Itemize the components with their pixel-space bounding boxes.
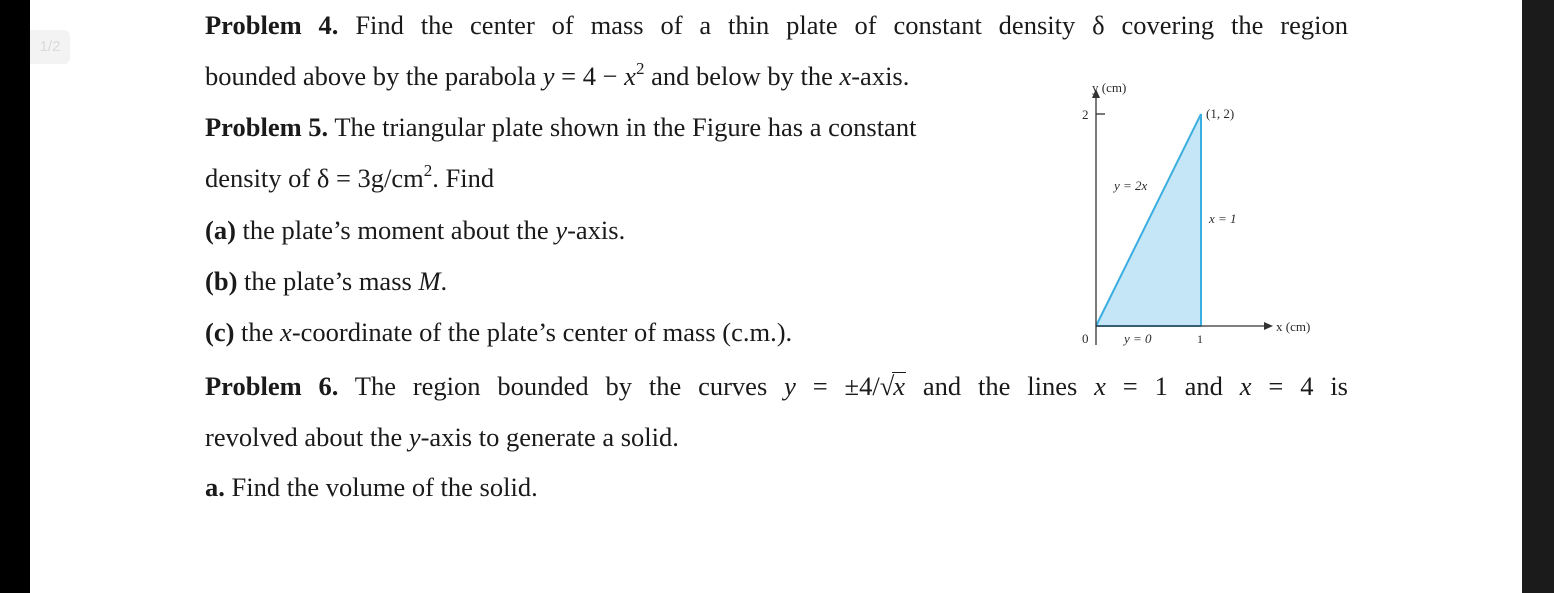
problem-6-text-2b: -axis to generate a solid. — [420, 422, 679, 452]
origin-label: 0 — [1082, 331, 1089, 346]
density-text: density of δ = 3g/cm — [205, 163, 424, 193]
problem-6-text-2a: revolved about the — [205, 422, 409, 452]
problem-6-text-b: and the lines — [906, 371, 1095, 401]
part-b-var: M — [418, 266, 441, 296]
problem-6-label: Problem 6. — [205, 371, 339, 401]
x-axis-arrow — [1264, 322, 1273, 330]
x-axis-label: x (cm) — [1276, 319, 1311, 334]
y-axis-label: y (cm) — [1092, 80, 1127, 95]
curve-var-y: y — [784, 371, 796, 401]
line-var-x1: x — [1094, 371, 1106, 401]
problem-6-part-a-text: Find the volume of the solid. — [231, 472, 538, 502]
problem-6-line-2 — [205, 420, 679, 454]
density-exponent: 2 — [423, 161, 433, 181]
part-c-label: (c) — [205, 317, 235, 347]
curve-eq: = ±4/ — [795, 371, 880, 401]
diagonal-line-label: y = 2x — [1114, 178, 1148, 193]
problem-6-line-1 — [205, 369, 1348, 403]
problem-5-part-b — [205, 264, 447, 298]
problem-6-text-d: = 4 is — [1251, 371, 1348, 401]
problem-6-text-a: The region bounded by the curves — [354, 371, 785, 401]
point-label: (1, 2) — [1206, 106, 1235, 121]
part-a-text: the plate’s moment about the — [242, 215, 556, 245]
problem-5-part-a — [205, 213, 625, 247]
x-tick-label: 1 — [1197, 332, 1203, 346]
problem-5-line-1 — [205, 110, 916, 144]
eq-var-y: y — [542, 61, 555, 91]
line-var-x2: x — [1239, 371, 1252, 401]
part-a-end: -axis. — [567, 215, 626, 245]
problem-4-text: Find the center of mass of a thin plate of constant density δ covering the region — [355, 10, 1349, 40]
problem-6-text-c: = 1 and — [1105, 371, 1240, 401]
problem-4-line-2 — [205, 59, 909, 93]
problem-5-density — [205, 161, 494, 195]
problem-6-part-a-label: a. — [205, 472, 225, 502]
problem-4-label: Problem 4. — [205, 10, 339, 40]
problem-4-text-2b: and below by the — [644, 61, 840, 91]
problem-4-line-1 — [205, 8, 1348, 42]
vertical-line-label: x = 1 — [1209, 211, 1237, 226]
viewer-right-edge — [1522, 0, 1554, 593]
problem-5-text: The triangular plate shown in the Figure has a constant — [334, 112, 917, 142]
sqrt-radicand: x — [893, 371, 906, 401]
bottom-line-label: y = 0 — [1124, 331, 1152, 346]
problem-6-axis: y — [408, 422, 421, 452]
problem-4-text-2c: -axis. — [851, 61, 910, 91]
part-c-axis: x — [280, 317, 292, 347]
y-tick-label: 2 — [1082, 107, 1089, 122]
eq-mid: = 4 − — [554, 61, 625, 91]
part-b-end: . — [440, 266, 448, 296]
part-a-axis: y — [555, 215, 568, 245]
density-end: . Find — [432, 163, 495, 193]
problem-6-part-a — [205, 470, 538, 504]
eq-exponent: 2 — [635, 59, 645, 79]
problem-5-part-c — [205, 315, 792, 349]
axis-var-x: x — [839, 61, 852, 91]
part-b-text: the plate’s mass — [244, 266, 419, 296]
part-a-label: (a) — [205, 215, 236, 245]
sqrt-symbol: √ — [879, 371, 895, 401]
eq-var-x: x — [624, 61, 636, 91]
part-b-label: (b) — [205, 266, 238, 296]
triangle-plate-figure — [1060, 70, 1340, 360]
part-c-end: -coordinate of the plate’s center of mass (c.m.). — [291, 317, 793, 347]
problem-5-label: Problem 5. — [205, 112, 329, 142]
part-c-text: the — [241, 317, 281, 347]
page-indicator: 1/2 — [30, 30, 70, 64]
problem-4-text-2a: bounded above by the parabola — [205, 61, 543, 91]
